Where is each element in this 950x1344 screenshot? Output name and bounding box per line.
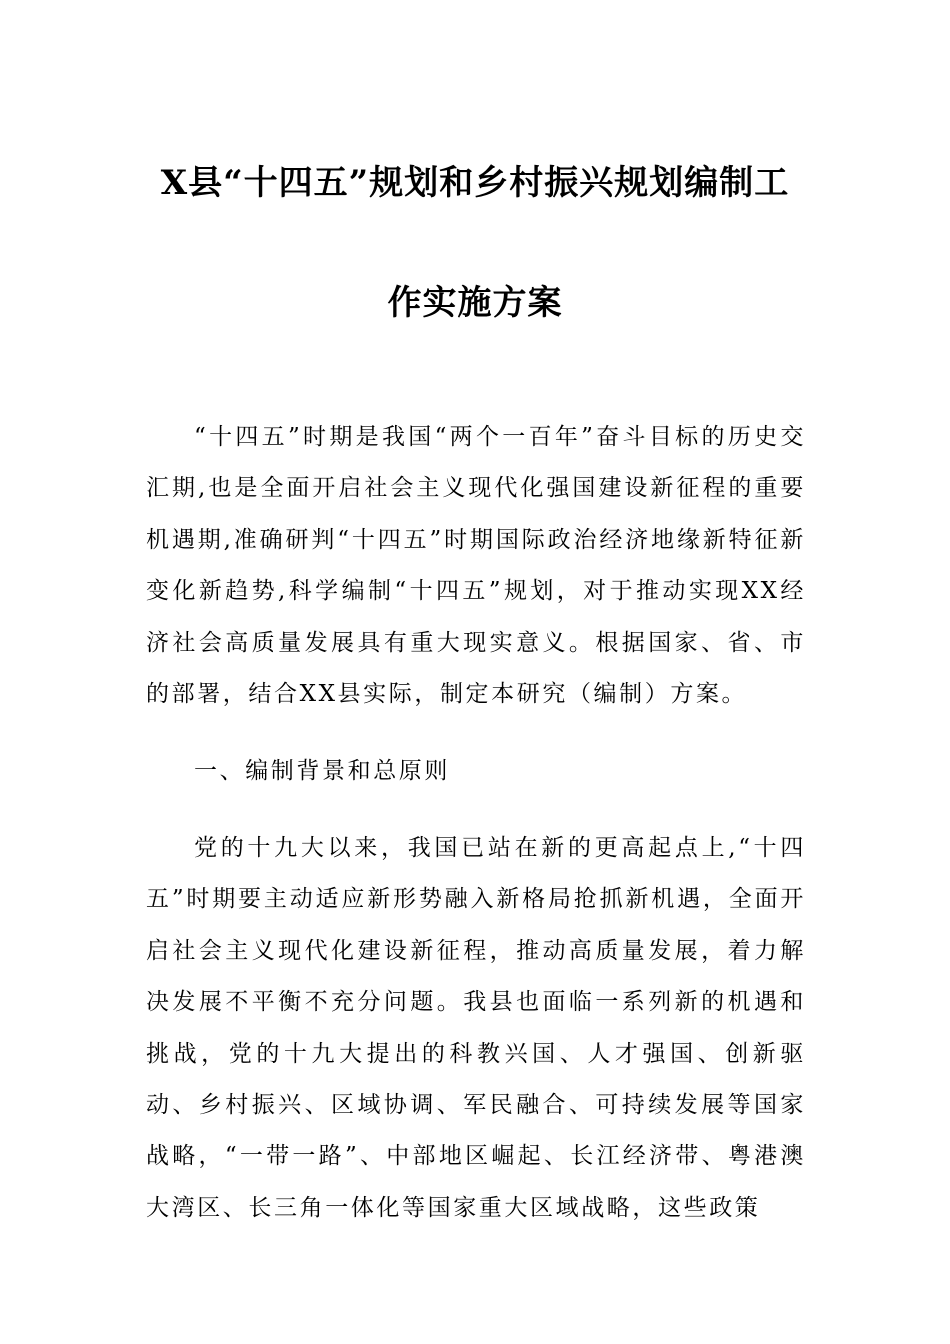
intro-paragraph: “十四五”时期是我国“两个一百年”奋斗目标的历史交汇期,也是全面开启社会主义现代化强国建设新征程的重要机遇期,准确研判“十四五”时期国际政治经济地缘新特征新变化新趋势,科学编制“十四五”规划，对于推动实现XX经济社会高质量发展具有重大现实意义。根据国家、省、市的部署，结合XX县实际，制定本研究（编制）方案。 [146, 424, 806, 708]
background-paragraph: 党的十九大以来，我国已站在新的更高起点上,“十四五”时期要主动适应新形势融入新格局抢抓新机遇，全面开启社会主义现代化建设新征程，推动高质量发展，着力解决发展不平衡不充分问题。我县也面临一系列新的机遇和挑战，党的十九大提出的科教兴国、人才强国、创新驱动、乡村振兴、区域协调、军民融合、可持续发展等国家战略，“一带一路”、中部地区崛起、长江经济带、粤港澳大湾区、长三角一体化等国家重大区域战略，这些政策 [146, 835, 806, 1221]
document-title-line-1: X县“十四五”规划和乡村振兴规划编制工 [160, 163, 790, 203]
section-heading-1: 一、编制背景和总原则 [194, 758, 450, 784]
document-title-line-2: 作实施方案 [387, 283, 563, 323]
